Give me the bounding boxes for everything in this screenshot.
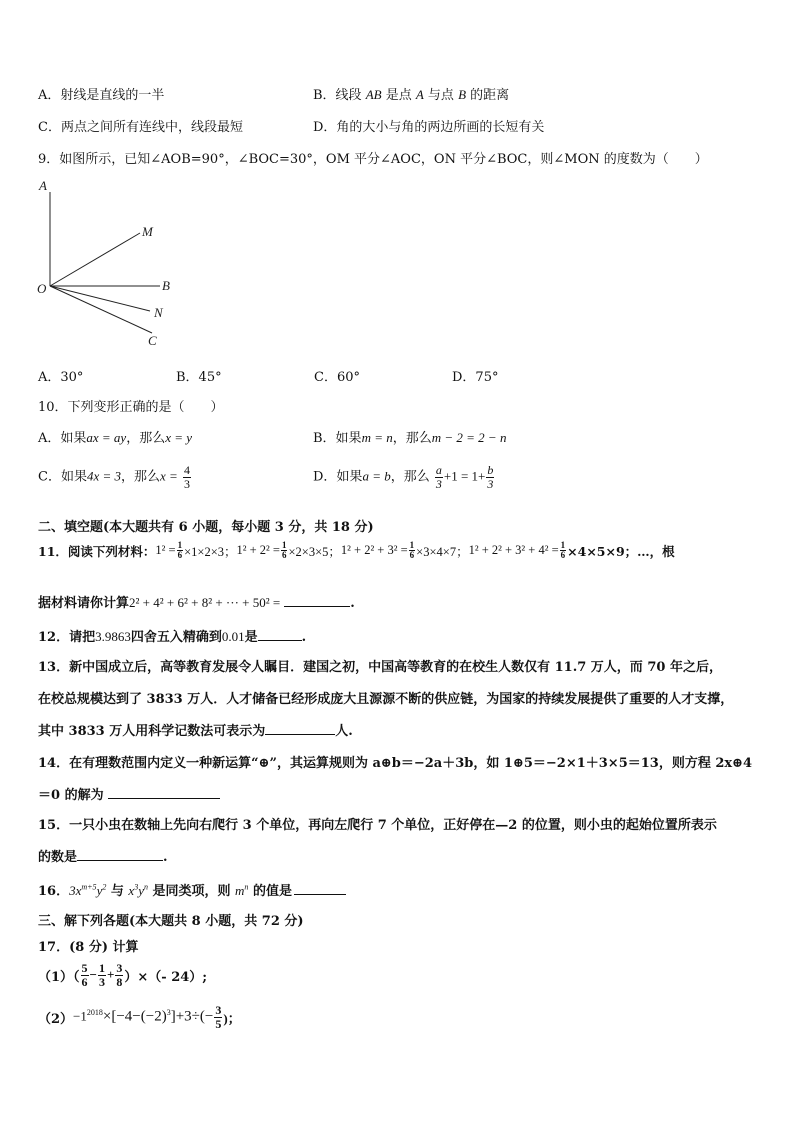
q10-b-pre: B．如果 bbox=[313, 431, 362, 446]
q13-line-1: 13．新中国成立后，高等教育发展令人瞩目．建国之初，中国高等教育的在校生人数仅有 11.7 万人，而 70 年之后， bbox=[38, 660, 722, 675]
q10-d-mid2: +1 = 1+ bbox=[443, 468, 486, 484]
q10-c-then: x = bbox=[160, 468, 178, 484]
frac-den: 6 bbox=[409, 550, 415, 561]
q11-line-1 bbox=[38, 541, 675, 561]
q16-term2-y-exp: n bbox=[143, 882, 148, 892]
q17-p2-d: )； bbox=[223, 1010, 241, 1026]
label-c: C bbox=[148, 333, 157, 348]
q17-p2-pre: （2） bbox=[38, 1011, 74, 1027]
q14-answer-blank bbox=[108, 786, 220, 799]
q15-l2: 的数是 bbox=[38, 850, 78, 865]
q10-c-pre: C．如果 bbox=[38, 469, 87, 485]
frac-den: 6 bbox=[560, 550, 566, 561]
ray-oc bbox=[50, 286, 152, 333]
ray-on bbox=[50, 286, 150, 311]
ray-om bbox=[50, 233, 140, 286]
q12-post: 是 bbox=[244, 630, 258, 645]
q17-p1-op1: − bbox=[89, 967, 97, 983]
q11-frac-1 bbox=[177, 541, 184, 561]
q10-d-if: a = b bbox=[362, 468, 391, 484]
frac-den: 3 bbox=[98, 974, 105, 989]
q13-l3-pre: 其中 3833 万人用科学记数法可表示为 bbox=[38, 724, 266, 739]
q10-d-mid: ，那么 bbox=[390, 469, 430, 485]
q8-option-d: D．角的大小与角的两边所画的长短有关 bbox=[313, 120, 545, 135]
frac-num: 3 bbox=[116, 961, 123, 975]
q15-line-1: 15．一只小虫在数轴上先向右爬行 3 个单位，再向左爬行 7 个单位，正好停在—2 的位置，则小虫的起始位置所表示 bbox=[38, 818, 717, 833]
q16-term1: 3x bbox=[69, 883, 82, 898]
q12-pre: 12．请把 bbox=[38, 630, 96, 645]
q10-c-mid: ，那么 bbox=[121, 469, 161, 485]
q17-p1-frac-2 bbox=[98, 962, 106, 988]
q10-d-f1-den: 3 bbox=[435, 476, 442, 491]
q11-expr-3-left: 1² + 2² + 3² = bbox=[340, 543, 408, 558]
q17-stem: 17．(8 分) 计算 bbox=[38, 940, 139, 955]
q16-term3: m bbox=[235, 883, 245, 898]
q10-b-if: m = n bbox=[361, 430, 393, 445]
q11-line2-expr: 2² + 4² + 6² + 8² + ··· + 50² = bbox=[129, 595, 281, 610]
q10-c-den: 3 bbox=[183, 476, 190, 491]
q10-option-c bbox=[38, 464, 192, 490]
q11-frac-2 bbox=[281, 541, 288, 561]
q11-frac-3 bbox=[409, 541, 416, 561]
q12 bbox=[38, 626, 306, 645]
q10-b-mid: ，那么 bbox=[392, 431, 432, 446]
q16-term3-exp: n bbox=[244, 882, 249, 892]
q16 bbox=[38, 880, 346, 899]
q9-option-b: B．45° bbox=[176, 370, 222, 385]
q13-answer-blank bbox=[265, 722, 335, 735]
q11-expr-4-left: 1² + 2² + 3² + 4² = bbox=[468, 543, 559, 558]
q10-d-f2-num: b bbox=[487, 463, 494, 477]
q10-d-pre: D．如果 bbox=[313, 469, 363, 485]
q12-end: . bbox=[301, 630, 307, 645]
q17-p1-frac-3 bbox=[115, 962, 123, 988]
q17-p1-post: ）×（- 24）; bbox=[124, 969, 208, 985]
q10-a-mid: ，那么 bbox=[126, 431, 166, 446]
q10-a-pre: A．如果 bbox=[38, 431, 87, 446]
q16-term1-y-exp: 2 bbox=[102, 882, 107, 892]
q8-b-ab: AB bbox=[365, 87, 382, 102]
q10-c-if: 4x = 3 bbox=[86, 468, 121, 484]
q9-option-c: C．60° bbox=[314, 370, 360, 385]
q11-expr-2-left: 1² + 2² = bbox=[236, 543, 280, 558]
q11-line2-end: . bbox=[350, 596, 355, 611]
q8-option-c: C．两点之间所有连线中，线段最短 bbox=[38, 120, 243, 135]
q17-p1-op2: + bbox=[106, 967, 115, 983]
q13-l3-post: 人. bbox=[335, 724, 353, 739]
q11-answer-blank bbox=[284, 594, 350, 607]
q16-term1-exp: m+5 bbox=[81, 882, 97, 892]
q16-answer-blank bbox=[294, 882, 346, 895]
q17-p2-frac bbox=[214, 1004, 222, 1030]
q17-part-2 bbox=[38, 1004, 241, 1030]
q15-l2-end: . bbox=[163, 850, 168, 865]
label-m: M bbox=[142, 224, 153, 239]
q12-mid: 四舍五入精确到 bbox=[130, 630, 222, 645]
q12-precision: 0.01 bbox=[221, 629, 245, 644]
q10-d-fraction-2 bbox=[486, 464, 494, 490]
q11-expr-1-right: ×1×2×3； bbox=[184, 544, 237, 559]
q10-a-then: x = y bbox=[165, 430, 193, 445]
section-3-heading: 三、解下列各题(本大题共 8 小题，共 72 分) bbox=[38, 914, 304, 929]
q10-c-fraction bbox=[183, 464, 191, 490]
frac-den: 6 bbox=[281, 550, 287, 561]
q16-mid: 与 bbox=[106, 884, 129, 899]
label-a: A bbox=[39, 178, 47, 193]
frac-num: 1 bbox=[409, 540, 415, 550]
q17-p2-exp: 2018 bbox=[86, 1008, 103, 1018]
q16-post: 的值是 bbox=[248, 884, 292, 899]
frac-num: 1 bbox=[281, 540, 287, 550]
q8-b-a: A bbox=[415, 87, 424, 102]
q15-answer-blank bbox=[77, 848, 163, 861]
q10-d-f1-num: a bbox=[435, 463, 442, 477]
q16-term2-exp: 3 bbox=[134, 882, 139, 892]
q8-b-mid2: 与点 bbox=[423, 88, 459, 103]
section-2-heading: 二、填空题(本大题共有 6 小题，每小题 3 分，共 18 分) bbox=[38, 520, 374, 535]
q17-p2-b: ×[−4−(−2) bbox=[102, 1008, 167, 1025]
frac-num: 1 bbox=[560, 540, 566, 550]
q10-option-a bbox=[38, 427, 192, 446]
frac-num: 1 bbox=[177, 540, 183, 550]
q10-c-num: 4 bbox=[183, 463, 190, 477]
q17-p2-exp2: 3 bbox=[166, 1008, 171, 1018]
q16-term2-y: y bbox=[138, 883, 144, 898]
q11-expr-4-right: ×4×5×9；…，根 bbox=[567, 543, 675, 559]
q12-answer-blank bbox=[258, 628, 302, 641]
q8-b-pre: B．线段 bbox=[313, 88, 366, 103]
q16-term2: x bbox=[128, 883, 135, 898]
frac-den: 8 bbox=[116, 974, 123, 989]
label-b: B bbox=[162, 278, 170, 293]
q8-b-b: B bbox=[458, 87, 467, 102]
q10-a-if: ax = ay bbox=[86, 430, 127, 445]
q8-option-b bbox=[313, 84, 509, 103]
q10-stem: 10．下列变形正确的是（ ） bbox=[38, 400, 224, 415]
q15-line-2 bbox=[38, 846, 168, 865]
q14-line-2 bbox=[38, 784, 220, 803]
q14-l2: ＝0 的解为 bbox=[38, 788, 104, 803]
q14-line-1: 14．在有理数范围内定义一种新运算“⊕”，其运算规则为 a⊕b＝−2a＋3b，如 1⊕5＝−2×1＋3×5＝13，则方程 2x⊕4 bbox=[38, 756, 753, 771]
q8-b-post: 的距离 bbox=[466, 88, 510, 103]
q16-mid2: 是同类项，则 bbox=[147, 884, 236, 899]
frac-den: 5 bbox=[215, 1016, 222, 1031]
q11-line2-pre: 据材料请你计算 bbox=[38, 596, 130, 611]
label-o: O bbox=[37, 281, 47, 296]
q9-angle-figure bbox=[30, 176, 190, 351]
q11-expr-1-left: 1² = bbox=[155, 543, 176, 558]
q8-option-a: A．射线是直线的一半 bbox=[38, 88, 165, 103]
q16-pre: 16． bbox=[38, 884, 70, 899]
q11-frac-4 bbox=[560, 541, 567, 561]
q11-expr-3-right: ×3×4×7； bbox=[416, 544, 469, 559]
q10-d-fraction-1 bbox=[435, 464, 443, 490]
q17-p2-c: ]+3÷(− bbox=[170, 1008, 214, 1025]
q17-p1-pre: （1）（ bbox=[38, 969, 80, 985]
q8-b-mid1: 是点 bbox=[381, 88, 416, 103]
q11-line-2 bbox=[38, 592, 355, 611]
q17-part-1 bbox=[38, 962, 207, 988]
frac-den: 6 bbox=[81, 974, 88, 989]
q10-d-f2-den: 3 bbox=[487, 476, 494, 491]
q10-b-then: m − 2 = 2 − n bbox=[431, 430, 507, 445]
q10-option-b bbox=[313, 427, 506, 446]
frac-den: 6 bbox=[177, 550, 183, 561]
q9-option-a: A．30° bbox=[38, 370, 84, 385]
q12-number: 3.9863 bbox=[95, 629, 131, 644]
q16-term1-y: y bbox=[96, 883, 103, 898]
label-n: N bbox=[154, 305, 163, 320]
frac-num: 1 bbox=[98, 961, 105, 975]
q9-option-d: D．75° bbox=[452, 370, 499, 385]
q11-expr-2-right: ×2×3×5； bbox=[288, 544, 341, 559]
q13-line-3 bbox=[38, 720, 353, 739]
q17-p2-a: −1 bbox=[73, 1008, 87, 1024]
q11-lead: 11．阅读下列材料： bbox=[38, 543, 156, 559]
q9-stem: 9．如图所示，已知∠AOB=90°，∠BOC=30°，OM 平分∠AOC，ON 平分∠BOC，则∠MON 的度数为（ ） bbox=[38, 152, 708, 167]
q10-option-d bbox=[313, 464, 495, 490]
frac-num: 5 bbox=[81, 961, 88, 975]
frac-num: 3 bbox=[215, 1003, 222, 1017]
q13-line-2: 在校总规模达到了 3833 万人．人才储备已经形成庞大且源源不断的供应链，为国家的持续发展提供了重要的人才支撑， bbox=[38, 692, 734, 707]
q17-p1-frac-1 bbox=[81, 962, 89, 988]
